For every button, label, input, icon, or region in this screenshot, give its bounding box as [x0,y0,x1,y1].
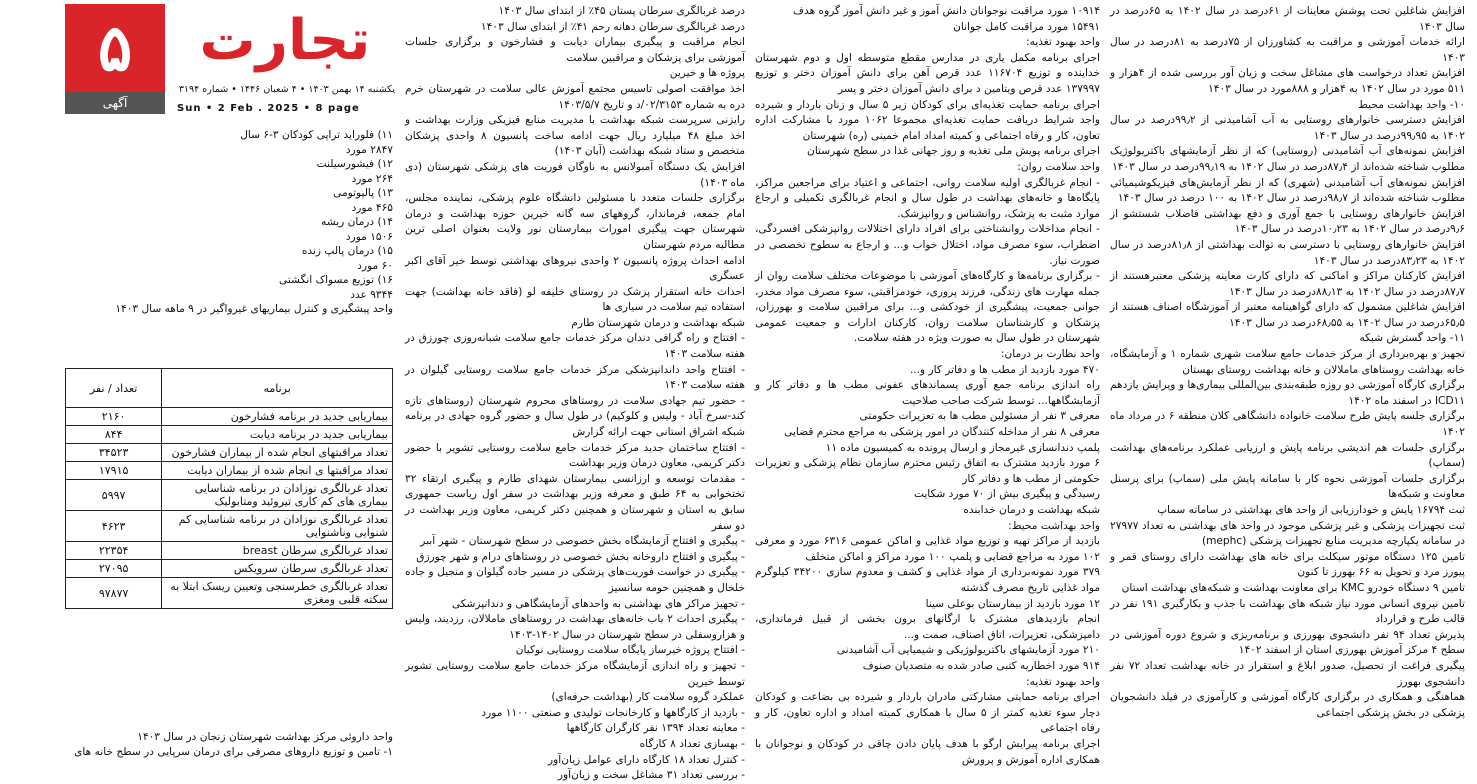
paragraph: درصد غربالگری سرطان دهانه رحم ۴۱٪ از ابتدای سال ۱۴۰۳ [480,20,745,33]
count-cell: ۱۷۹۱۵ [66,462,162,480]
paragraph: واحد داروئی مرکز بهداشت شهرستان زنجان در سال ۱۴۰۳ [137,731,393,743]
paragraph: انجام مراقبت و پیگیری بیماران دیابت و فشارخون و برگزاری جلسات آموزشی برای پزشکان و مراقبین سلامت [405,36,745,64]
paragraph: ۱۵۴۹۱ مورد مراقبت کامل جوانان [953,20,1100,33]
paragraph: افزایش دسترسی خانوارهای روستایی به آب آشامیدنی از ۹۹٫۲درصد در سال ۱۴۰۲ به ۹۹٫۹۵درصد در سال ۱۴۰۳ [1110,114,1465,142]
paragraph: ۱۶) توزیع مسواک انگشتی [279,274,393,286]
paragraph: افزایش نمونه‌های آب آشامیدنی (روستایی) که از نظر آزمایشهای باکتریولوژیک مطلوب شناخته شده‌اند از ۸۷٫۴درصد در سال ۱۴۰۲ به ۹۹٫۱۹درصد در سال ۱۴۰۳ [1110,145,1465,173]
paragraph: شبکه بهداشت و درمان شهرستان طارم [571,316,745,329]
table-row [66,444,393,462]
paragraph: - افتتاح ساختمان جدید مرکز خدمات جامع سلامت روستایی تشویر با حضور دکتر کریمی، معاون درمان وزیر بهداشت [405,441,745,470]
article-column-2 [755,4,1100,767]
masthead [65,4,395,126]
paragraph: برگزاری جلسه پایش طرح سلامت خانواده دانشگاهی کلان منطقه ۶ در مرداد ماه ۱۴۰۲ [1110,410,1465,439]
count-cell: ۸۴۴ [66,426,162,444]
paragraph: - تجهیز مراکز های بهداشتی به واحدهای آزمایشگاهی و دندانپزشکی [451,597,745,610]
paragraph: ۱۱) فلوراید تراپی کودکان ۳-۶ سال [240,129,393,141]
paragraph: ۴۶۵ مورد [351,201,393,214]
table-row [66,426,393,444]
paragraph: ارائه خدمات آموزشی و مراقبت به کشاورزان از ۷۵درصد به ۸۱درصد در سال ۱۴۰۳ [1110,36,1465,64]
paragraph: برگزاری جلسات متعدد با مسئولین دانشگاه علوم پزشکی، نماینده مجلس، امام جمعه، فرماندار، گروههای سه گانه خیرین حوزه بهداشت و درمان شهرستان جهت پیگیری امورات بیمارستان نور ولایت بعنوان اصلی ترین مطالبه مردم شهرستان [405,192,745,251]
paragraph: اجرای برنامه مکمل یاری در مدارس مقطع متوسطه اول و دوم شهرستان خداینده و توزیع ۱۱۶۷۰۴ عدد قرص آهن برای دانش آموزان دختر و توزیع ۱۳۷۹۹۷ عدد قرص ویتامین د برای دانش آموزان دختر و پسر [755,51,1100,95]
ncd-statistics-table [65,368,393,609]
paragraph: - بهسازی تعداد ۸ کارگاه [639,737,745,750]
paragraph: - بررسی تعداد ۳۱ مشاغل سخت و زیان‌آور [557,769,745,782]
paragraph: معرفی ۳ نفر از مسئولین مطب ها به تعزیرات حکومتی [859,410,1100,423]
paragraph: - پیگیری و افتتاح آزمایشگاه بخش خصوصی در سطح شهرستان - شهر آببر [420,535,745,548]
paragraph: - برگزاری برنامه‌ها و کارگاه‌های آموزشی با موضوعات مختلف سلامت روان از جمله مهارت های زندگی، فرزند پروری، خودمراقبتی، سوء مصرف مواد مخدر، جوانی جمعیت، پیشگیری از خودکشی و... برای مراقبین سلامت و بهورزان، پزشکان و کارشناسان سلامت روان، کارکنان ادارات و جمعیت عمومی شهرستان در طول سال به صورت ویژه در هفته سلامت. [755,270,1100,345]
paragraph: ۱۵) درمان پالپ زنده [301,245,393,257]
paragraph: - افتتاح پروژه خیرساز پایگاه سلامت روستایی نوکیان [515,644,745,657]
paragraph: راه اندازی برنامه جمع آوری پسماندهای عفونی مطب ها و دفاتر کار و آزمایشگاهها... توسط شرکت صاحب صلاحیت [755,379,1100,407]
paragraph: پذیرش تعداد ۹۴ نفر دانشجوی بهورزی و برنامه‌ریزی و شروع دوره آموزشی در سطح ۴ مرکز آموزش بهورزی استان از اسفند ۱۴۰۲ [1110,628,1465,657]
paragraph: ۶۰ مورد [357,259,393,272]
paragraph: - افتتاح و راه گرافی دندان مرکز خدمات جامع سلامت شبانه‌روزی چورزق در هفته سلامت ۱۴۰۳ [405,332,745,361]
program-cell: تعداد غربالگری خطرسنجی وتعیین ریسک ابتلا به سکته قلبی ومغزی [162,578,393,609]
paragraph: احداث خانه استقرار پزشک در روستای خلیفه لو (فاقد خانه بهداشت) جهت استفاده تیم سلامت در سیاری ها [405,285,745,314]
paragraph: پیگیری فراغت از تحصیل، صدور ابلاغ و استقرار در خانه بهداشت تعداد ۷۲ نفر دانشجوی بهورز [1110,659,1465,688]
paragraph: - کنترل تعداد ۱۸ کارگاه دارای عوامل زیان‌آور [548,753,745,766]
paragraph: اخذ موافقت اصولی تاسیس مجتمع آموزش عالی سلامت در شهرستان خرم دره به شماره ۰۲/۳۱۵۳/د و تاریخ ۱۴۰۳/۵/۷ [405,82,745,111]
paragraph: ثبت ۱۶۷۹۴ پایش و خودارزیابی از واحد های بهداشتی در سامانه سماپ [1157,504,1465,516]
count-cell: ۹۷۸۷۷ [66,578,162,609]
paragraph: ۱۲) فیشورسیلنت [316,158,393,170]
program-cell: تعداد غربالگری سرطان breast [162,542,393,560]
page-number-box [65,4,165,114]
paragraph: برگزاری کارگاه آموزشی دو روزه طبقه‌بندی بین‌المللی بیماری‌ها و ویرایش یازدهم ICD۱۱ در اسفند ماه ۱۴۰۲ [1110,379,1465,407]
paragraph: ۱۰۹۱۴ مورد مراقبت نوجوانان دانش آموز و غیر دانش آموز گروه هدف [793,5,1100,17]
table-header-row [66,369,393,408]
page-label: آگهی [65,92,165,114]
paragraph: شبکه بهداشت و درمان خدابنده [963,504,1100,516]
paragraph: ۶ مورد بازدید مشترک به اتفاق رئیس محترم سازمان نظام پزشکی و تعزیرات حکومتی از مطب ها و دفاتر کار [755,457,1100,485]
paragraph: افزایش خانوارهای روستایی با دسترسی به توالت بهداشتی از ۸۱٫۸درصد در سال ۱۴۰۲ به ۸۳٫۲۳درصد در سال ۱۴۰۳ [1110,238,1465,267]
dateline-english: Sun • 2 Feb . 2025 • 8 page [177,103,360,114]
paragraph: تامین ۹ دستگاه خودرو KMC برای معاونت بهداشت و شبکه‌های بهداشت استان [1121,581,1465,594]
paragraph: ۹۱۴ مورد اخطاریه کتبی صادر شده به متصدیان صنوف [862,659,1100,672]
program-cell: تعداد مراقبتهای انجام شده از بیماران فشارخون [162,444,393,462]
article-column-4 [65,128,393,358]
paragraph: واحد پیشگیری و کنترل بیماریهای غیرواگیر در ۹ ماهه سال ۱۴۰۳ [115,303,393,315]
paragraph: - افتتاح واحد داندانپزشکی مرکز خدمات جامع سلامت روستایی گیلوان در هفته سلامت ۱۴۰۳ [405,363,745,392]
paragraph: - انجام مداخلات روانشناختی برای افراد دارای اختلالات روانپزشکی افسردگی، اضطراب، سوء مصرف مواد، اختلال خواب و... و ارجاع به سطوح تخصصی در صورت نیاز. [755,223,1100,267]
program-cell: تعداد غربالگری نوزادان در برنامه شناسایی بیماری های کم کاری تیروئید ومتابولیک [162,480,393,511]
paragraph: ۲۸۴۷ مورد [345,143,393,156]
article-column-1 [1110,4,1465,767]
paragraph: اجرای برنامه حمایتی مشارکتی مادران باردار و شیرده بی بضاعت و کودکان دچار سوء تغذیه کمتر از ۵ سال با همکاری کمیته امداد و اداره تعاون، کار و رفاه اجتماعی [755,691,1101,735]
program-cell: بیماریابی جدید در برنامه فشارخون [162,408,393,426]
paragraph: - انجام غربالگری اولیه سلامت روانی، اجتماعی و اعتیاد برای مراجعین مراکز، پایگاه‌ها و خانه‌های بهداشت در طول سال و انجام غربالگری تکمیلی و ارجاع موارد مثبت به پزشک، روانشناس و روانپزشک. [755,176,1100,220]
count-cell: ۵۹۹۷ [66,480,162,511]
table-row [66,480,393,511]
paragraph: ۲۶۴ مورد [351,172,393,185]
table-row [66,560,393,578]
paragraph: افزایش شاغلین تحت پوشش معاینات از ۶۱درصد در سال ۱۴۰۲ به ۶۵درصد در سال ۱۴۰۳ [1110,5,1465,33]
table-row [66,578,393,609]
article-column-3 [405,4,746,782]
count-cell: ۲۱۶۰ [66,408,162,426]
paragraph: ۱۴) درمان ریشه [321,216,393,228]
paragraph: ۱- تامین و توزیع داروهای مصرفی برای درمان سرپایی در سطح خانه های [74,745,393,758]
paragraph: ۱۲ مورد بازدید از بیمارستان بوعلی سینا [925,597,1100,610]
paragraph: ۴۷۰ مورد بازدید از مطب ها و دفاتر کار و... [909,363,1100,376]
paragraph: ۱۵۰۶ مورد [345,230,393,243]
table-row [66,511,393,542]
dateline-persian: یکشنبه ۱۴ بهمن ۱۴۰۳ • ۴ شعبان ۱۴۴۶ • شماره ۳۱۹۴ [178,84,395,95]
paragraph: واحد بهبود تغذیه: [1026,675,1100,688]
paragraph: ۲۱۰ مورد آزمایشهای باکتریولوژیکی و شیمیایی آب آشامیدنی [836,644,1100,657]
paragraph: واحد بهداشت محیط: [1008,519,1100,532]
paragraph: اجرای برنامه حمایت تغذیه‌ای برای کودکان زیر ۵ سال و زنان باردار و شیرده واجد شرایط دریافت حمایت تغذیه‌ای مجموعا ۱۰۶۲ مورد با مشارکت اداره تعاون، کار و رفاه اجتماعی و کمیته امداد امام خمینی (ره) شهرستان [755,98,1100,142]
article-column-4-footer [65,730,393,767]
table-row [66,462,393,480]
newspaper-logo: تجارت [199,8,371,73]
paragraph: رسیدگی و پیگیری بیش از ۷۰ مورد شکایت [913,488,1100,501]
paragraph: - مقدمات توسعه و ارزانسی بیمارستان شهدای طارم و پیگیری ارتقاء ۳۲ تختخوابی به ۶۴ طبق و معرفه وزیر بهداشت در سفر اول ریاست جمهوری سابق به استان و شهرستان و همچنین دکتر کریمی، معاون وزیر بهداشت در دو سفر [405,472,745,532]
count-cell: ۲۲۳۵۴ [66,542,162,560]
page-number: ۵ [97,10,133,86]
paragraph: - پیگیری احداث ۲ باب خانه‌های بهداشت در روستاهای ماملالان، رزدیند، ولیس و هزاروسفلی در سطح شهرستان در سال ۱۴۰۲-۱۴۰۳ [405,613,745,641]
paragraph: ۱۳) پالپوتومی [333,187,393,199]
paragraph: واحد بهبود تغذیه: [1026,36,1100,49]
paragraph: اجرای برنامه پویش ملی تغذیه و روز جهانی غذا در سطح شهرستان [807,145,1100,158]
count-cell: ۴۶۲۳ [66,511,162,542]
paragraph: برگزاری جلسات هم اندیشی برنامه پایش و ارزیابی عملکرد برنامه‌های بهداشت (سماپ) [1110,441,1465,470]
paragraph: - بازدید از کارگاهها و کارخانجات تولیدی و صنعتی ۱۱۰۰ مورد [481,706,745,719]
paragraph: واحد نظارت بر درمان: [1000,348,1100,361]
paragraph: - تجهیز و راه اندازی آزمایشگاه مرکز خدمات جامع سلامت روستایی تشویر توسط خیرین [405,659,745,688]
paragraph: تامین نیروی انسانی مورد نیاز شبکه های بهداشت با جذب و بکارگیری ۱۹۱ نفر در قالب طرح و قرارداد [1110,597,1465,626]
count-cell: ۳۴۵۲۳ [66,444,162,462]
paragraph: افزایش یک دستگاه آمبولانس به ناوگان فوریت های پزشکی شهرستان (دی ماه ۱۴۰۳) [405,160,745,189]
paragraph: انجام بازدیدهای مشترک با ارگانهای برون بخشی از قبیل فرمانداری، دامپزشکی، تعزیرات، اتاق اصناف، صمت و... [755,613,1100,641]
paragraph: پروژه ها و خیرین [669,67,745,80]
program-cell: تعداد مراقبتها ی انجام شده از بیماران دیابت [162,462,393,480]
count-cell: ۲۷۰۹۵ [66,560,162,578]
paragraph: ۱۰- واحد بهداشت محیط [1358,98,1465,111]
paragraph: ۳۷۹ مورد نمونه‌برداری از مواد غذایی و کشف و معدوم سازی ۳۴۲۰۰ کیلوگرم مواد غذایی تاریخ مصرف گذشته [755,566,1100,594]
paragraph: درصد غربالگری سرطان پستان ۴۵٪ از ابتدای سال ۱۴۰۳ [498,5,745,17]
paragraph: برگزاری جلسات آموزشی نحوه کار با سامانه پایش ملی (سماپ) برای پرسنل معاونت و شبکه‌ها [1110,472,1465,501]
paragraph: - حضور تیم جهادی سلامت در روستاهای محروم شهرستان (روستاهای تازه کند-سرخ آباد - ولیس و کلوکیم) در طول سال و حضور گروه جهادی در برنامه شبکه اشراق استانی جهت ارائه گزارش [405,394,745,439]
paragraph: معرفی ۸ نفر از مداخله کنندگان در امور پزشکی به مراجع محترم قضایی [784,426,1100,439]
paragraph: هماهنگی و همکاری در برگزاری کارگاه آموزشی و کارآموزی در فیلد دانشجویان پزشکی در بخش پزشکی اجتماعی [1110,691,1465,719]
program-cell: بیماریابی جدید در برنامه دیابت [162,426,393,444]
header-program: برنامه [162,369,393,408]
paragraph: واحد سلامت روان: [1017,160,1100,173]
header-count: تعداد / نفر [66,369,162,408]
paragraph: افزایش نمونه‌های آب آشامیدنی (شهری) که از نظر آزمایش‌های فیزیکوشیمیائی مطلوب شناخته شده‌اند از ۹۸٫۷درصد در سال ۱۴۰۲ به ۱۰۰ درصد در سال ۱۴۰۳ [1110,176,1465,205]
paragraph: - معاینه تعداد ۱۳۹۴ نفر کارگران کارگاهها [566,722,745,735]
paragraph: افزایش شاغلین مشمول که دارای گواهینامه معتبر از آموزشگاه اصناف هستند از ۶۵٫۵درصد در سال ۱۴۰۲ به ۶۸٫۵۵درصد در سال ۱۴۰۳ [1110,301,1465,329]
paragraph: عملکرد گروه سلامت کار (بهداشت حرفه‌ای) [551,691,745,704]
paragraph: اجرای برنامه پیرایش ارگو با هدف پایان دادن چاقی در کودکان و نوجوانان با همکاری اداره آموزش و پرورش [755,737,1100,766]
paragraph: ۹۳۴۴ عدد [350,288,393,301]
paragraph: - پیگیری در خواست فوریت‌های پزشکی در مسیر جاده گیلوان و منجیل و جاده خلخال و همچنین حومه سانسیز [405,566,745,594]
paragraph: رایزنی سرپرست شبکه بهداشت با مدیریت منابع فیزیکی وزارت بهداشت و اخذ مبلغ ۴۸ میلیارد ریال جهت ادامه ساخت پانسیون ۸ واحدی پزشکان متخصص و ستاد شبکه بهداشت (آبان ۱۴۰۳) [405,114,745,158]
paragraph: افزایش تعداد درخواست های مشاغل سخت و زیان آور بررسی شده از ۴هزار و ۵۱۱ مورد در سال ۱۴۰۲ به ۴هزار و ۸۸۸مورد در سال ۱۴۰۳ [1110,67,1465,95]
paragraph: پلمپ دندانسازی غیرمجاز و ارسال پرونده به کمیسیون ماده ۱۱ [825,441,1100,454]
paragraph: افزایش خانوارهای روستایی با جمع آوری و دفع بهداشتی فاضلاب شستشو از ۹٫۶درصد در سال ۱۴۰۲ به ۱۰٫۲۳درصد در سال ۱۴۰۳ [1110,207,1465,236]
paragraph: ۱۱- واحد گسترش شبکه [1359,332,1465,345]
table-row [66,408,393,426]
paragraph: - پیگیری و افتتاح داروخانه بخش خصوصی در روستاهای درام و شهر چورزق [416,550,745,563]
program-cell: تعداد غربالگری سرطان سرویکس [162,560,393,578]
program-cell: تعداد غربالگری نوزادان در برنامه شناسایی کم شنوایی وناشنوایی [162,511,393,542]
paragraph: افزایش کارکنان مراکز و اماکنی که دارای کارت معاینه پزشکی معتبرهستند از ۸۷٫۷درصد در سال ۱۴۰۲ به ۸۸٫۱۳درصد در سال ۱۴۰۳ [1110,270,1465,298]
paragraph: ثبت تجهیزات پزشکی و غیر پزشکی موجود در واحد های بهداشتی به تعداد ۲۷۹۷۷ در سامانه یکپارچه مدیریت منابع تجهیزات پزشکی (mephc) [1110,519,1465,548]
paragraph: ادامه احداث پروژه پانسیون ۲ واحدی نیروهای بهداشتی توسط خیر آقای اکبر عسگری [405,254,746,283]
paragraph: بازدید از مراکز تهیه و توزیع مواد غذایی و اماکن عمومی ۶۳۱۶ مورد و معرفی ۱۰۲ مورد به مراجع قضایی و پلمپ ۱۰۰ مورد مراکز و اماکن متخلف [755,535,1100,563]
paragraph: تامین ۱۲۵ دستگاه موتور سیکلت برای خانه های بهداشت دارای روستای قمر و پیورز مرد و تحویل به ۶۶ بهورز تا کنون [1110,550,1465,579]
paragraph: تجهیز و بهره‌برداری از مرکز خدمات جامع سلامت شهری شماره ۱ و آزمایشگاه، خانه بهداشت روستاهای ماملالان و خانه بهداشت روستای بهستان [1110,348,1466,376]
table-row [66,542,393,560]
